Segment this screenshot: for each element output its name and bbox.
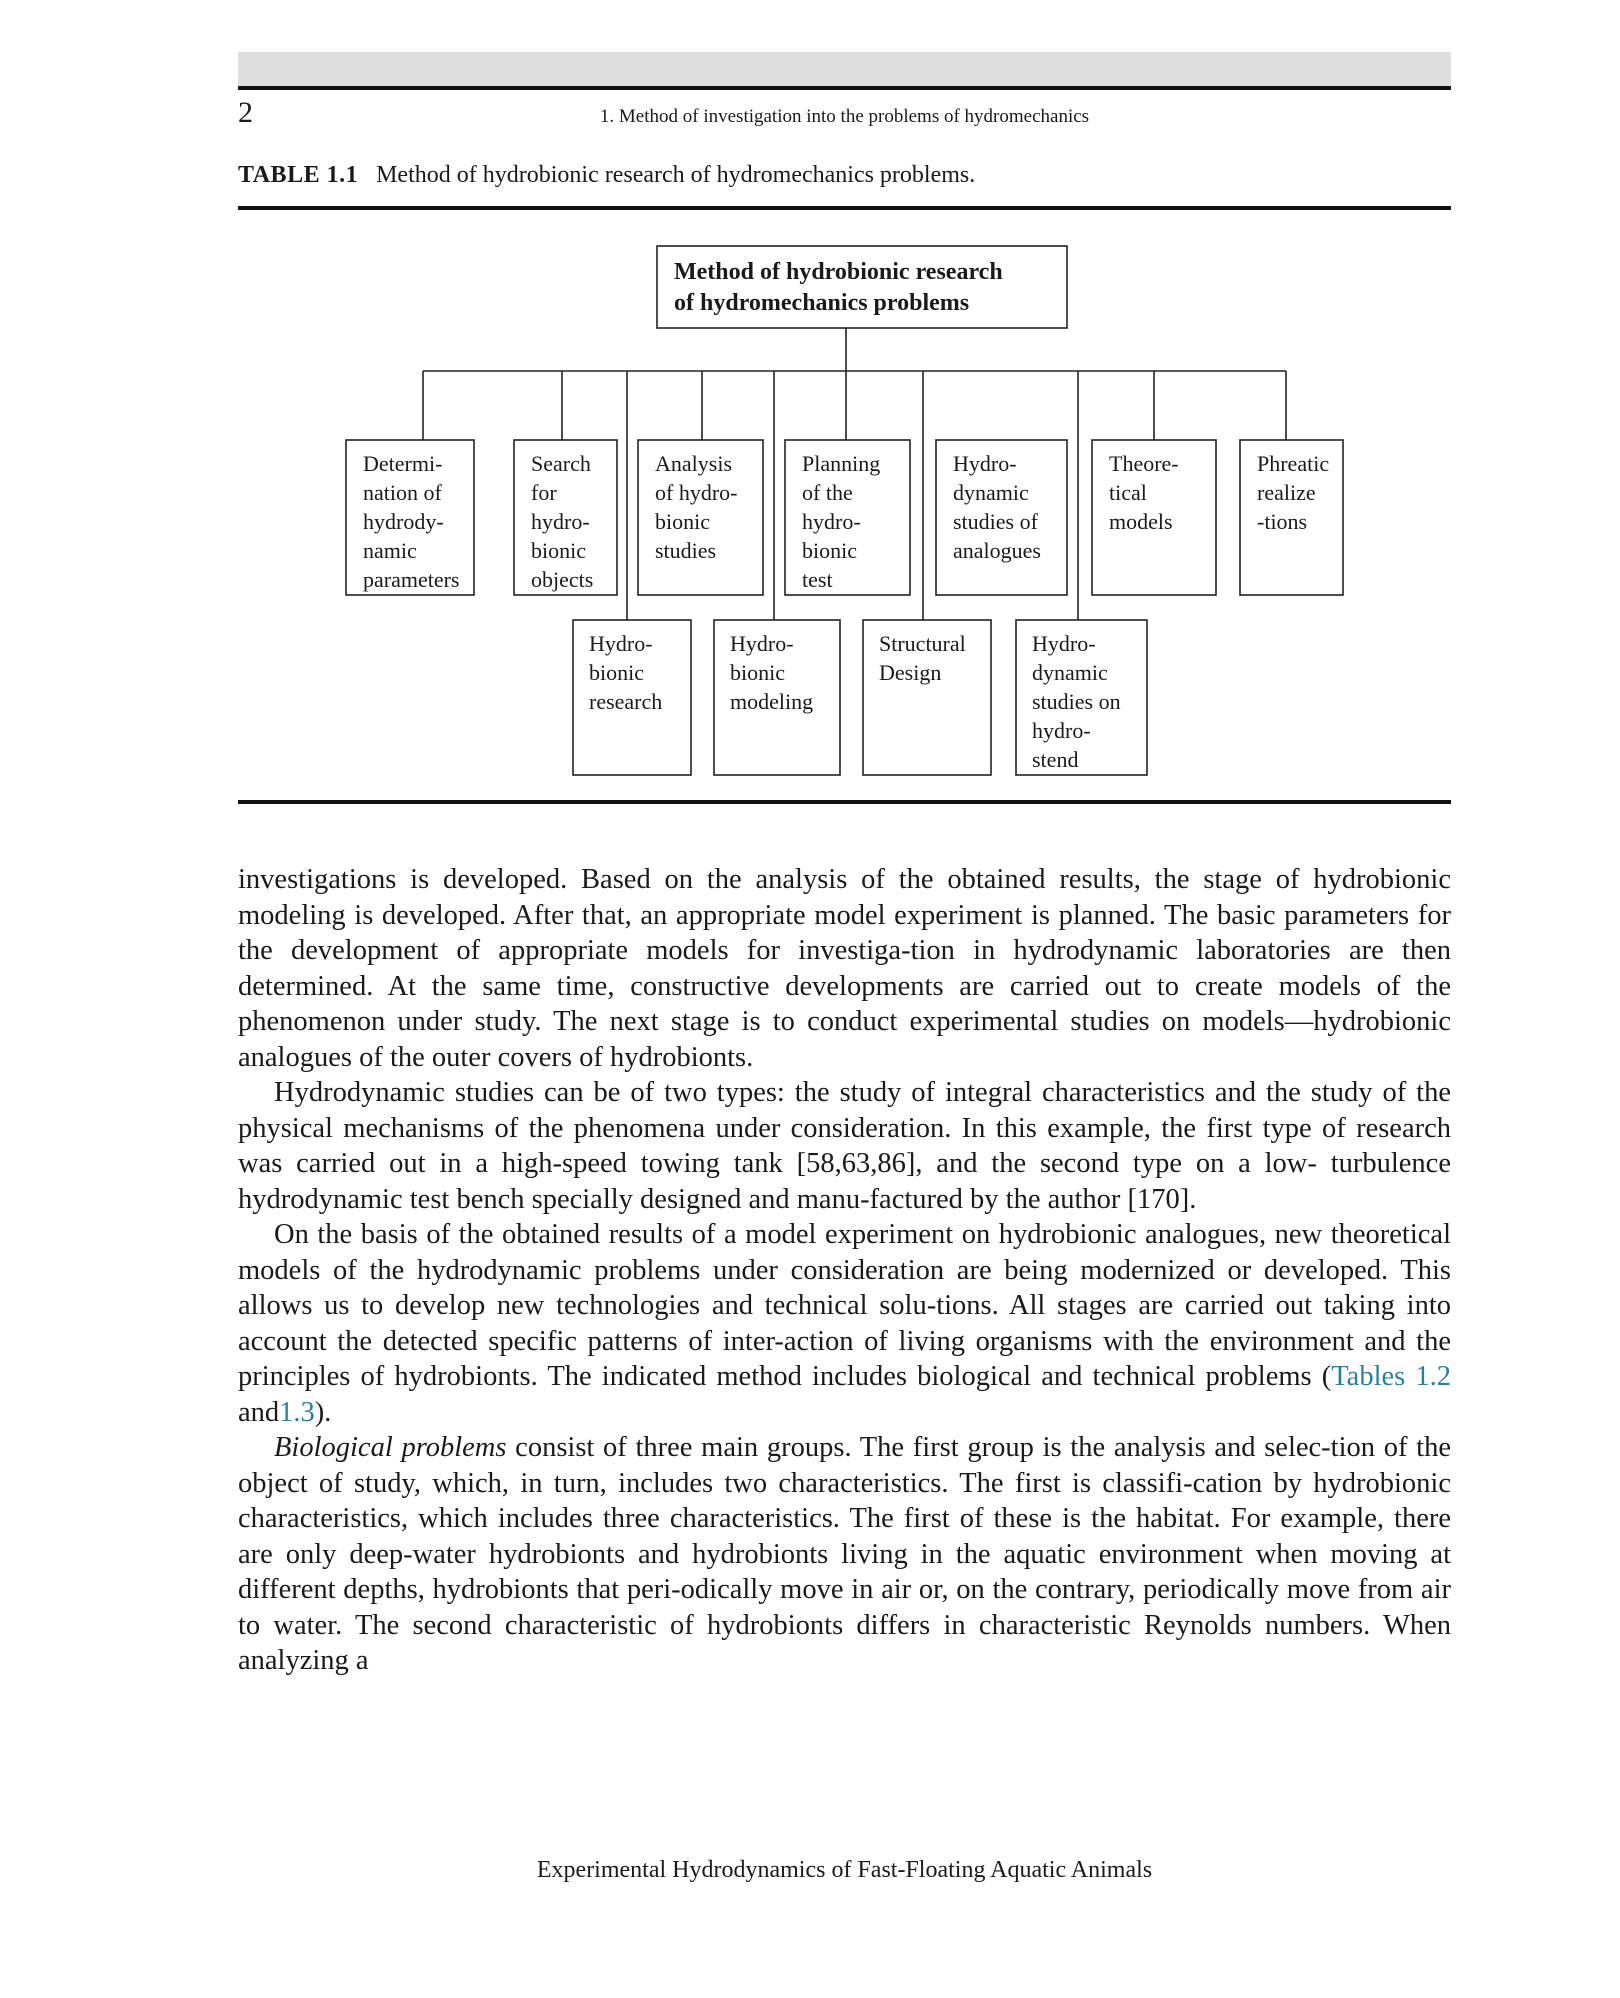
top-node	[936, 440, 1067, 595]
hierarchy-diagram	[0, 0, 1620, 860]
node-label-line: of hydromechanics problems	[674, 290, 970, 316]
page-number: 2	[238, 96, 253, 129]
node-label-line: bionic	[589, 660, 644, 685]
node-label-line: parameters	[363, 567, 460, 592]
paragraph: Hydrodynamic studies can be of two types: the study of integral characteristics and the study of the physical mechanisms of the phenomena under consideration. In this example, the first type of research was carried out in a high-speed towing tank [58,63,86], and the second type on a low- turbulence hydrodynamic test bench specially designed and manu-factured by the author [170].	[238, 1077, 1451, 1215]
paragraph-text: consist of three main groups. The first group is the analysis and selec-tion of the object of study, which, in turn, includes two characteristics. The first is classifi-cation by hydrobionic characteristics, which includes three characteristics. The first of these is the habitat. For example, there are only deep-water hydrobionts and hydrobionts living in the aquatic environment when moving at different depths, hydrobionts that peri-odically move in air or, on the contrary, periodically move from air to water. The second characteristic of hydrobionts differs in characteristic Reynolds numbers. When analyzing a	[238, 1432, 1451, 1676]
top-node	[346, 440, 474, 595]
italic-term: Biological problems	[274, 1432, 507, 1463]
node-label-line: models	[1109, 509, 1173, 534]
bottom-node	[863, 620, 991, 775]
top-node	[1092, 440, 1216, 595]
node-label-line: hydro-	[802, 509, 861, 534]
node-label-line: Phreatic	[1257, 451, 1330, 476]
node-label-line: bionic	[802, 538, 857, 563]
table-title: Method of hydrobionic research of hydromechanics problems.	[376, 162, 976, 188]
node-label-line: hydrody-	[363, 509, 444, 534]
node-label-line: studies	[655, 538, 717, 563]
node-label-line: -tions	[1257, 509, 1308, 534]
node-label-line: Hydro-	[730, 631, 794, 656]
node-label-line: dynamic	[953, 480, 1029, 505]
node-label-line: Theore-	[1109, 451, 1179, 476]
node-label-line: studies on	[1032, 689, 1121, 714]
node-label-line: Structural	[879, 631, 966, 656]
table-link[interactable]: Tables 1.2	[1331, 1361, 1451, 1392]
node-label-line: dynamic	[1032, 660, 1108, 685]
top-node	[514, 440, 617, 595]
node-label-line: stend	[1032, 747, 1079, 772]
node-label-line: Design	[879, 660, 942, 685]
node-label-line: namic	[363, 538, 417, 563]
node-label-line: of the	[802, 480, 853, 505]
footer-book-title: Experimental Hydrodynamics of Fast-Floating Aquatic Animals	[536, 1857, 1153, 1883]
bottom-node	[714, 620, 840, 775]
node-label-line: Hydro-	[953, 451, 1017, 476]
top-node	[785, 440, 910, 595]
node-label-line: Analysis	[655, 451, 732, 476]
node-label-line: test	[802, 567, 833, 592]
table-link[interactable]: 1.3	[279, 1396, 315, 1428]
node-label-line: realize	[1257, 480, 1316, 505]
bottom-node	[573, 620, 691, 775]
node-label-line: tical	[1109, 480, 1147, 505]
node-label-line: research	[589, 689, 663, 714]
paragraph	[238, 1430, 1451, 1679]
paragraph	[238, 1217, 1451, 1430]
paragraph-text: ).	[314, 1396, 332, 1428]
node-label-line: for	[531, 480, 557, 505]
node-label-line: Search	[531, 451, 591, 476]
node-label-line: analogues	[953, 538, 1041, 563]
node-label-line: Method of hydrobionic research	[674, 259, 1003, 285]
node-label-line: Hydro-	[1032, 631, 1096, 656]
paragraph-text: On the basis of the obtained results of a model experiment on hydrobionic analogues, new theoretical models of the hydrodynamic problems under consideration are being modernized or developed. This allows us to develop new technologies and technical solu-tions. All stages are carried out taking into account the detected specific patterns of inter-action of living organisms with the environment and the principles of hydrobionts. The indicated method includes biological and technical problems (	[238, 1219, 1451, 1392]
table-label: TABLE 1.1	[238, 162, 359, 188]
node-label-line: Determi-	[363, 451, 443, 476]
node-label-line: studies of	[953, 509, 1038, 534]
node-label-line: nation of	[363, 480, 442, 505]
node-label-line: hydro-	[1032, 718, 1091, 743]
node-label-line: bionic	[730, 660, 785, 685]
node-label-line: Planning	[802, 451, 881, 476]
top-node	[638, 440, 763, 595]
node-label-line: modeling	[730, 689, 814, 714]
bottom-node	[1016, 620, 1147, 775]
node-label-line: hydro-	[531, 509, 590, 534]
root-node	[657, 246, 1067, 328]
node-label-line: bionic	[655, 509, 710, 534]
running-head: 1. Method of investigation into the problems of hydromechanics	[599, 106, 1090, 127]
top-node	[1240, 440, 1343, 595]
node-label-line: bionic	[531, 538, 586, 563]
node-label-line: of hydro-	[655, 480, 738, 505]
node-label-line: Hydro-	[589, 631, 653, 656]
paragraph-text: and	[238, 1396, 280, 1428]
node-label-line: objects	[531, 567, 594, 592]
body-text	[238, 862, 1451, 1679]
paragraph: investigations is developed. Based on the analysis of the obtained results, the stage of hydrobionic modeling is developed. After that, an appropriate model experiment is planned. The basic parameters for the development of appropriate models for investiga-tion in hydrodynamic laboratories are then determined. At the same time, constructive developments are carried out to create models of the phenomenon under study. The next stage is to conduct experimental studies on models—hydrobionic analogues of the outer covers of hydrobionts.	[238, 864, 1451, 1073]
